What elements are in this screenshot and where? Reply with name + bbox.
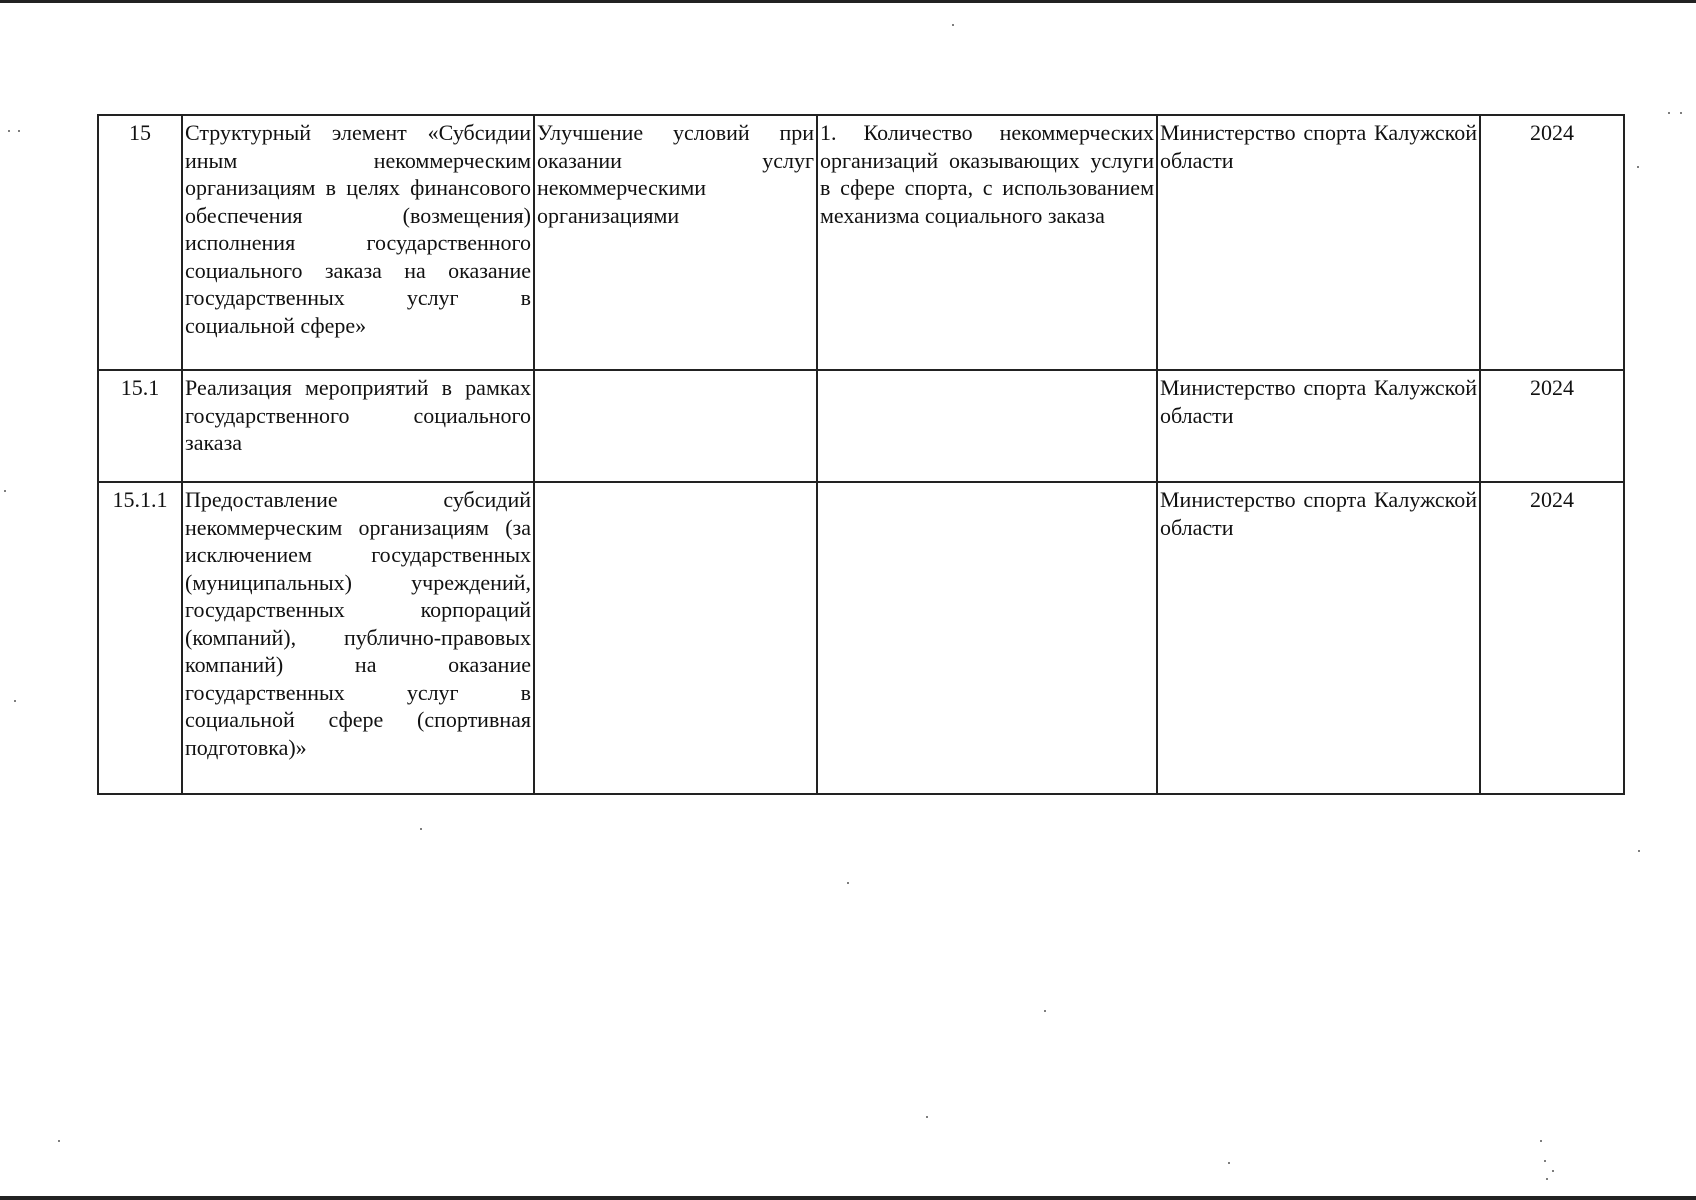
task-description [534,482,817,794]
scan-speck [4,490,6,492]
table-row [98,482,1624,794]
scan-speck [8,130,10,132]
scan-speck [1552,1170,1554,1172]
scan-speck [847,882,849,884]
scan-speck [1044,1010,1046,1012]
indicator-description [817,370,1157,482]
element-name: Реализация мероприятий в рамках государственного социального заказа [182,370,534,482]
element-name: Структурный элемент «Субсидии иным некоммерческим организациям в целях финансового обеспечения (возмещения) исполнения государственного социального заказа на оказание государственных услуг в социальной сфере» [182,115,534,370]
indicator-description: 1. Количество некоммерческих организаций оказывающих услуги в сфере спорта, с использованием механизма социального заказа [817,115,1157,370]
scan-speck [1668,112,1670,114]
indicator-description [817,482,1157,794]
implementation-year: 2024 [1480,115,1624,370]
element-name: Предоставление субсидий некоммерческим организациям (за исключением государственных (муниципальных) учреждений, государственных корпораций (компаний), публично-правовых компаний) на оказание государственных услуг в социальной сфере (спортивная подготовка)» [182,482,534,794]
task-description: Улучшение условий при оказании услуг некоммерческими организациями [534,115,817,370]
scan-speck [1228,1162,1230,1164]
row-number: 15.1 [98,370,182,482]
scan-speck [1637,166,1639,168]
scan-speck [14,700,16,702]
scan-speck [18,130,20,132]
row-number: 15 [98,115,182,370]
scan-speck [1540,1140,1542,1142]
scan-speck [1638,850,1640,852]
table-row [98,115,1624,370]
scan-speck [1546,1178,1548,1180]
responsible-executor: Министерство спорта Калужской области [1157,115,1480,370]
table-row [98,370,1624,482]
scan-speck [926,1116,928,1118]
responsible-executor: Министерство спорта Калужской области [1157,370,1480,482]
responsible-executor: Министерство спорта Калужской области [1157,482,1480,794]
scan-speck [1680,112,1682,114]
row-number: 15.1.1 [98,482,182,794]
implementation-year: 2024 [1480,482,1624,794]
scan-top-edge [0,0,1696,3]
scan-bottom-edge [0,1196,1696,1200]
scan-speck [952,24,954,26]
scan-speck [58,1140,60,1142]
plan-table [97,114,1625,795]
task-description [534,370,817,482]
scan-speck [1544,1160,1546,1162]
implementation-year: 2024 [1480,370,1624,482]
scan-speck [420,828,422,830]
